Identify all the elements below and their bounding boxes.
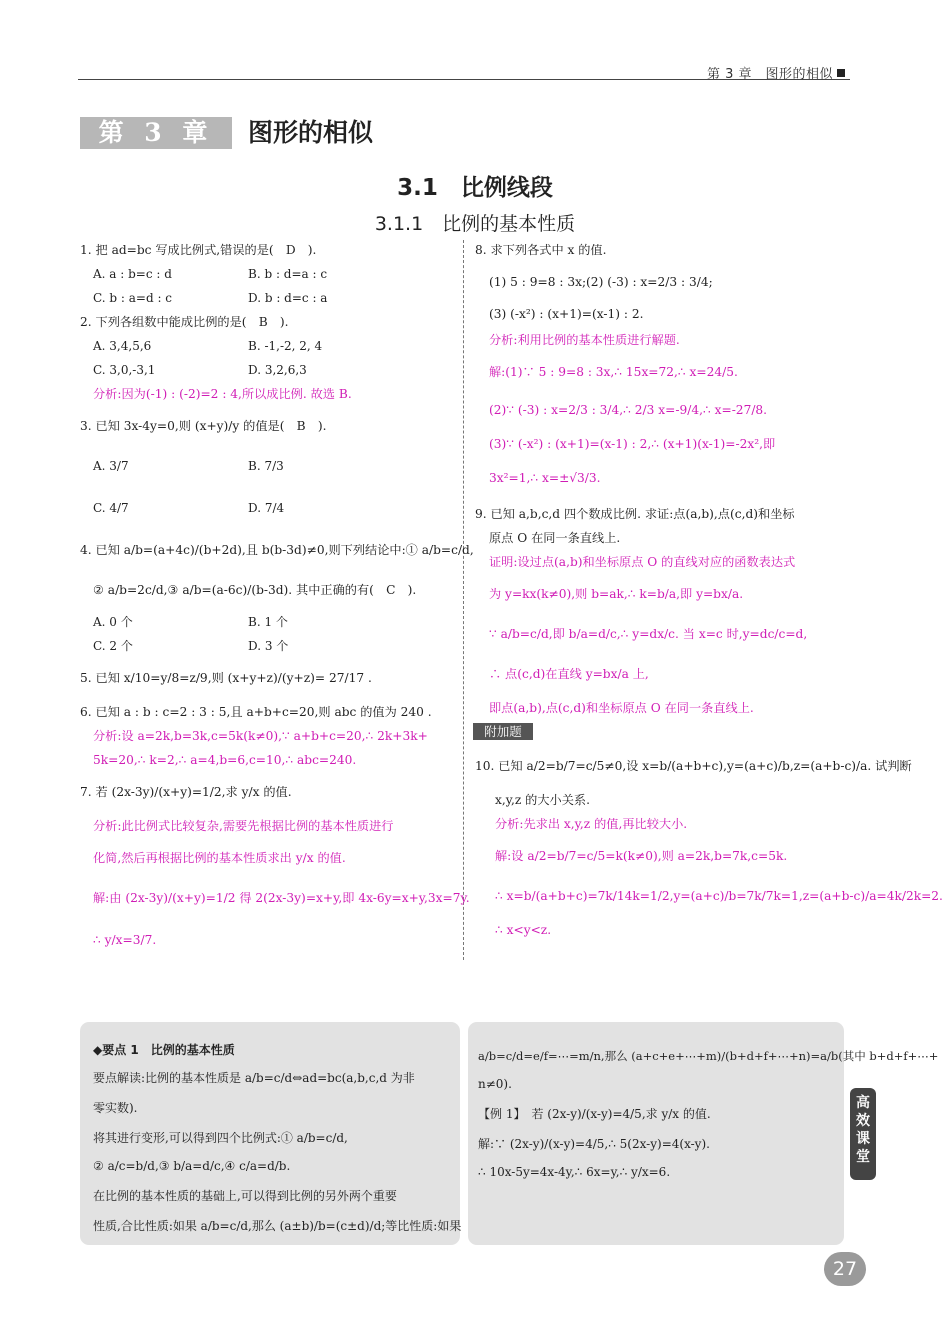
side-tab bbox=[850, 1088, 876, 1180]
question-9: 9. 已知 a,b,c,d 四个数成比例. 求证:点(a,b),点(c,d)和坐标 bbox=[475, 507, 795, 521]
question-8: 8. 求下列各式中 x 的值. bbox=[475, 243, 607, 257]
question-2: 2. 下列各组数中能成比例的是( B ). bbox=[80, 315, 289, 329]
question-6: 6. 已知 a : b : c=2 : 3 : 5,且 a+b+c=20,则 abc 的值为 240 . bbox=[80, 705, 432, 719]
proof: 即点(a,b),点(c,d)和坐标原点 O 在同一条直线上. bbox=[489, 701, 754, 715]
header-square-icon bbox=[837, 69, 845, 77]
option: A. a : b=c : d bbox=[93, 267, 172, 281]
proof: ∵ a/b=c/d,即 b/a=d/c,∴ y=dx/c. 当 x=c 时,y=dc/c=d, bbox=[489, 627, 808, 641]
key-point-line: 在比例的基本性质的基础上,可以得到比例的另外两个重要 bbox=[93, 1189, 397, 1203]
page-number: 27 bbox=[824, 1252, 866, 1286]
analysis: 分析:利用比例的基本性质进行解题. bbox=[489, 333, 680, 347]
option: D. 3,2,6,3 bbox=[248, 363, 307, 377]
chapter-label: 第 3 章 bbox=[80, 117, 232, 149]
question-8-part3: (3) (-x²) : (x+1)=(x-1) : 2. bbox=[489, 307, 644, 321]
option: C. 2 个 bbox=[93, 639, 133, 653]
example-title: 【例 1】 若 (2x-y)/(x-y)=4/5,求 y/x 的值. bbox=[478, 1107, 711, 1121]
running-header: 第 3 章 图形的相似 bbox=[707, 63, 845, 82]
solution: ∴ x<y<z. bbox=[495, 923, 552, 937]
option: B. b : d=a : c bbox=[248, 267, 328, 281]
option: D. b : d=c : a bbox=[248, 291, 328, 305]
analysis: 分析:因为(-1) : (-2)=2 : 4,所以成比例. 故选 B. bbox=[93, 387, 352, 401]
key-point-line: ② a/c=b/d,③ b/a=d/c,④ c/a=d/b. bbox=[93, 1159, 291, 1173]
question-5: 5. 已知 x/10=y/8=z/9,则 (x+y+z)/(y+z)= 27/17 . bbox=[80, 671, 372, 685]
solution: 解:由 (2x-3y)/(x+y)=1/2 得 2(2x-3y)=x+y,即 4x-6y=x+y,3x=7y. bbox=[93, 891, 470, 905]
side-tab-label: 高效课堂 bbox=[856, 1095, 870, 1165]
example-line: n≠0). bbox=[478, 1077, 512, 1091]
analysis: 5k=20,∴ k=2,∴ a=4,b=6,c=10,∴ abc=240. bbox=[93, 753, 357, 767]
question-4-cont: ② a/b=2c/d,③ a/b=(a-6c)/(b-3d). 其中正确的有( C ). bbox=[93, 583, 417, 597]
question-7: 7. 若 (2x-3y)/(x+y)=1/2,求 y/x 的值. bbox=[80, 785, 292, 799]
question-10: 10. 已知 a/2=b/7=c/5≠0,设 x=b/(a+b+c),y=(a+c)/b,z=(a+b-c)/a. 试判断 bbox=[475, 759, 912, 773]
header-rule bbox=[78, 79, 850, 80]
option: C. 3,0,-3,1 bbox=[93, 363, 156, 377]
solution: ∴ y/x=3/7. bbox=[93, 933, 157, 947]
example-line: a/b=c/d=e/f=⋯=m/n,那么 (a+c+e+⋯+m)/(b+d+f+⋯+n)=a/b(其中 b+d+f+⋯+ bbox=[478, 1049, 939, 1063]
analysis: 化简,然后再根据比例的基本性质求出 y/x 的值. bbox=[93, 851, 346, 865]
question-10-cont: x,y,z 的大小关系. bbox=[495, 793, 590, 807]
option: B. 1 个 bbox=[248, 615, 288, 629]
solution: (3)∵ (-x²) : (x+1)=(x-1) : 2,∴ (x+1)(x-1)=-2x²,即 bbox=[489, 437, 776, 451]
column-divider bbox=[463, 240, 464, 960]
solution: 解:设 a/2=b/7=c/5=k(k≠0),则 a=2k,b=7k,c=5k. bbox=[495, 849, 788, 863]
key-point-heading: ◆要点 1 比例的基本性质 bbox=[93, 1043, 235, 1057]
option: B. 7/3 bbox=[248, 459, 284, 473]
chapter-title: 图形的相似 bbox=[248, 118, 374, 147]
solution: 3x²=1,∴ x=±√3/3. bbox=[489, 471, 601, 485]
option: C. 4/7 bbox=[93, 501, 129, 515]
option: A. 0 个 bbox=[93, 615, 133, 629]
analysis: 分析:此比例式比较复杂,需要先根据比例的基本性质进行 bbox=[93, 819, 394, 833]
proof: ∴ 点(c,d)在直线 y=bx/a 上, bbox=[489, 667, 649, 681]
option: A. 3,4,5,6 bbox=[93, 339, 152, 353]
option: C. b : a=d : c bbox=[93, 291, 173, 305]
option: A. 3/7 bbox=[93, 459, 129, 473]
solution: 解:(1)∵ 5 : 9=8 : 3x,∴ 15x=72,∴ x=24/5. bbox=[489, 365, 738, 379]
example-line: 解:∵ (2x-y)/(x-y)=4/5,∴ 5(2x-y)=4(x-y). bbox=[478, 1137, 710, 1151]
key-point-line: 将其进行变形,可以得到四个比例式:① a/b=c/d, bbox=[93, 1131, 348, 1145]
solution: ∴ x=b/(a+b+c)=7k/14k=1/2,y=(a+c)/b=7k/7k=1,z=(a+b-c)/a=4k/2k=2. bbox=[495, 889, 943, 903]
question-1: 1. 把 ad=bc 写成比例式,错误的是( D ). bbox=[80, 243, 317, 257]
option: B. -1,-2, 2, 4 bbox=[248, 339, 323, 353]
key-point-line: 零实数). bbox=[93, 1101, 138, 1115]
option: D. 3 个 bbox=[248, 639, 289, 653]
option: D. 7/4 bbox=[248, 501, 285, 515]
example-line: ∴ 10x-5y=4x-4y,∴ 6x=y,∴ y/x=6. bbox=[478, 1165, 671, 1179]
question-9-cont: 原点 O 在同一条直线上. bbox=[489, 531, 621, 545]
subsection-title: 3.1.1 比例的基本性质 bbox=[374, 213, 576, 235]
question-3: 3. 已知 3x-4y=0,则 (x+y)/y 的值是( B ). bbox=[80, 419, 327, 433]
key-point-line: 性质,合比性质:如果 a/b=c/d,那么 (a±b)/b=(c±d)/d;等比性质:如果 bbox=[93, 1219, 462, 1233]
proof: 证明:设过点(a,b)和坐标原点 O 的直线对应的函数表达式 bbox=[489, 555, 796, 569]
solution: (2)∵ (-3) : x=2/3 : 3/4,∴ 2/3 x=-9/4,∴ x=-27/8. bbox=[489, 403, 768, 417]
section-title: 3.1 比例线段 bbox=[397, 175, 553, 201]
analysis: 分析:设 a=2k,b=3k,c=5k(k≠0),∵ a+b+c=20,∴ 2k+3k+ bbox=[93, 729, 428, 743]
question-8-parts: (1) 5 : 9=8 : 3x;(2) (-3) : x=2/3 : 3/4; bbox=[489, 275, 713, 289]
key-point-line: 要点解读:比例的基本性质是 a/b=c/d⇔ad=bc(a,b,c,d 为非 bbox=[93, 1071, 415, 1085]
proof: 为 y=kx(k≠0),则 b=ak,∴ k=b/a,即 y=bx/a. bbox=[489, 587, 744, 601]
extra-questions-label: 附加题 bbox=[473, 723, 533, 740]
question-4: 4. 已知 a/b=(a+4c)/(b+2d),且 b(b-3d)≠0,则下列结论中:① a/b=c/d, bbox=[80, 543, 474, 557]
analysis: 分析:先求出 x,y,z 的值,再比较大小. bbox=[495, 817, 688, 831]
